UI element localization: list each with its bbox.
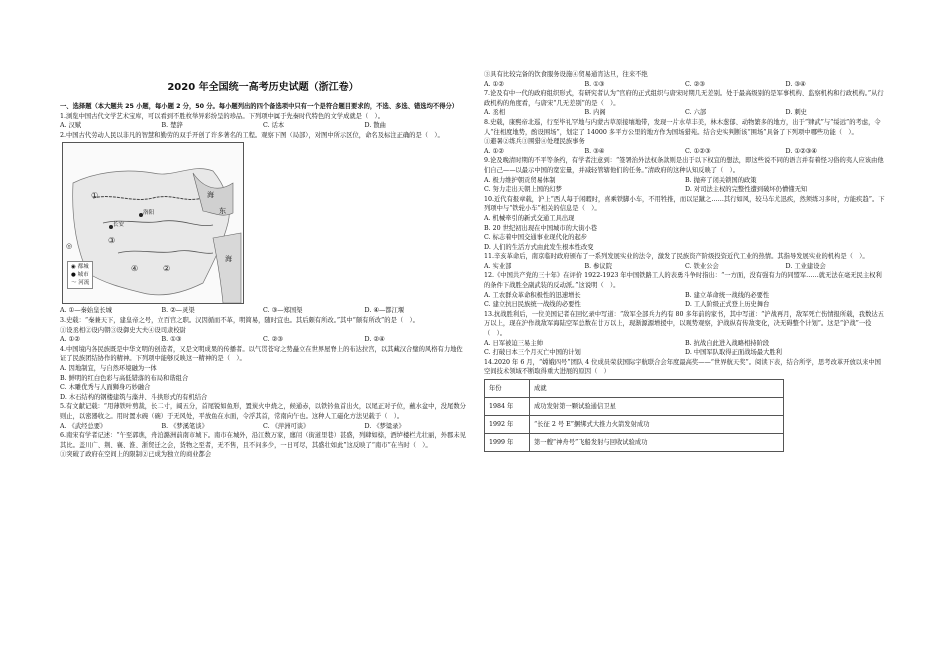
question-13-options-ab: [484, 339, 886, 349]
question-2-stem: 2.中国古代劳动人民以非凡的智慧和勤劳的双手开创了许多著名的工程。观察下图（局部），对图中所示区位，命名及标注正确的是（ ）。: [60, 131, 444, 139]
map-label-east: 东: [219, 207, 226, 216]
table-header-row: [485, 380, 784, 398]
achievement-table: [484, 379, 784, 452]
option-c[interactable]: C. ③—郑国渠: [263, 307, 303, 315]
question-3-options: [60, 335, 466, 345]
option-c[interactable]: C. ②③: [685, 80, 705, 88]
exam-title: 2020 年全国统一高考历史试题（浙江卷）: [167, 82, 359, 93]
svg-text:④: ④: [131, 264, 139, 274]
question-10-stem: 10.近代有报章载，沪上“西人每于闲暇时，喜乘铁脚小车，不用牲推，而以足蹴之……其行如风，较马车尤迅疾，然须练习多时，方能疾趋”。下列项中与“铁轮小车”相关的信息是（ ）。: [484, 195, 885, 213]
question-8-sub: ①避暑②练兵③围猎④处理民族事务: [484, 138, 585, 146]
option-d[interactable]: D. 刺史: [785, 109, 807, 117]
option-c[interactable]: C. 打破日本三个月灭亡中国的计划: [484, 349, 581, 357]
table-row: [485, 398, 784, 416]
question-1-stem: 1.浏览中国古代文学艺术宝库，可以看到不胜枚举异彩纷呈的珍品。下列项中属于先秦时代特色的文学成就是（ ）。: [60, 112, 384, 120]
svg-text:②: ②: [163, 264, 171, 274]
option-c[interactable]: C. 标志着中国交通事业现代化的起步: [484, 234, 588, 242]
option-b[interactable]: B. ③④: [584, 147, 605, 155]
question-6-sub: ①突破了政府在空间上的限制②已成为独立的商业都会: [60, 451, 212, 459]
option-b[interactable]: B. ②—灵渠: [161, 307, 195, 315]
option-a[interactable]: A. 极力维护朝贡贸易体制: [484, 176, 556, 184]
option-a[interactable]: A. 《武经总要》: [60, 422, 107, 430]
left-column: [60, 102, 466, 460]
table-row: [485, 434, 784, 452]
question-12-options-cd: [484, 300, 886, 310]
table-row: [485, 416, 784, 434]
svg-text:◎: ◎: [66, 242, 73, 251]
question-7-stem: 7.论及有中一代的政府组织形式，有研究者认为“官府的正式组织与唐宋时期几无差别。处于最高级别的是军事机构、监察机构和行政机构。”从行政机构的角度看，与唐宋“几无差别”的是（ ）。: [484, 90, 884, 107]
option-a[interactable]: A. ①—秦始皇长城: [60, 307, 112, 315]
option-d[interactable]: D. 工业建设会: [785, 262, 826, 270]
question-6-options: [484, 80, 886, 90]
option-d[interactable]: D. 木石结构的钢楼建筑与藻井、斗拱形式的有机结合: [60, 393, 208, 401]
option-c[interactable]: C. 木雕优秀与人面狮身巧妙融合: [60, 384, 151, 392]
question-13-stem: 13.抗战胜利后，一位美国记者在回忆录中写道：“敌军全部兵力约有 80 多年前的家书，其中写道：“沪战再月，敌军死亡伤情报所载，我数达五万以上，现在沪作战敌军海陆空军总数在廿万以上，现渐源源增援中，以观势观察，沪战纵有传敌变化，决无碍整个计划”。这是“沪战”一役（ ）。: [484, 310, 884, 338]
table-header-year: 年份: [485, 380, 530, 398]
map-legend: [67, 261, 93, 289]
question-6-stem: 6.南宋有学者记述：“午至郭谯，舟泊潞洲前南市城下。南市在城外，沿江数万家，廛闬（街道里巷）甚盛，列肆如榇，酒垆楼栏尤壮丽，外郡未见其比。盖川广、荆、襄、淮、浙贸迁之会，货物之至者，无不售，且不问多少，一日可尽，其盛壮如此”这反映了“南市”在当时（ ）。: [60, 432, 466, 449]
legend-river: ～ 河流: [71, 280, 90, 287]
map-label-luoyang: 洛阳: [143, 210, 155, 217]
question-7-options: [484, 108, 886, 118]
option-d[interactable]: D. 人们的生活方式由此发生根本性改变: [484, 243, 594, 251]
option-b[interactable]: B. 抗战自此进入战略相持阶段: [685, 339, 770, 347]
table-cell-achievement: 成功发射第一颗试验通信卫星: [530, 398, 784, 416]
option-a[interactable]: A. ①②: [484, 80, 504, 88]
map-label-changan: 长安: [113, 222, 125, 229]
map-label-sea1: 海: [207, 191, 214, 200]
question-4-stem: 4.中国境内各民族既是中华文明的创造者，又是文明成果的传播者。以气贯苍穹之势矗立在世界屋脊上的布达拉宫，以其藏汉合璧的风格有力地佐证了民族团结协作的精神。下列项中能够反映这一精神的是（ ）。: [60, 345, 463, 363]
question-5-stem: 5.有文献记载：“用薄铁叶剪裁，长二寸，阔五分，首尾锐如鱼形，置炭火中烧之，候通赤，以铁钤鱼首出火，以尾正对子位，蘸水盆中，没尾数分则止，以密器收之。用时置水碗（碗）于无风处，平放鱼在水面，令浮其首，常南向午也。这种人工磁化方法见载于（ ）。: [60, 403, 466, 420]
option-c[interactable]: C. 努力走出天朝上国的幻梦: [484, 186, 562, 194]
table-cell-achievement: 第一艘“神舟号”飞船发射与回收试验成功: [530, 434, 784, 452]
question-3-stem: 3.史载：“秦兼天下，建皇帝之号，立百官之职。汉因循而不革，明简易，随时宜也。其后颇有所改。”其中“颇有所改”的是（ ）。: [60, 316, 419, 324]
question-2-options: [60, 306, 466, 316]
table-cell-year: 1992 年: [485, 416, 530, 434]
question-3-sub: ①设丞相②设内朝③设御史大夫④设司隶校尉: [60, 326, 186, 334]
option-d[interactable]: D. ④—都江堰: [364, 307, 405, 315]
question-8-stem: 8.史载，康熙帝北巡，行至毕礼罕地与内蒙古草原接壤地带，发现一片水草丰美，林木葱郁、动物繁多的地方，出于“肄武”与“绥远”的考虑，令人“往相度地势，酌设围场”，划定了 14000 多平方公里的地方作为国场猎苑。结合史实判断该“围场”具备了下列项中哪些功能（ ）。: [484, 118, 881, 136]
option-c[interactable]: C. 话本: [263, 122, 285, 130]
ancient-engineering-map: [62, 142, 244, 304]
option-b[interactable]: B. 参议院: [584, 262, 613, 270]
option-b[interactable]: B. 《梦溪笔谈》: [161, 422, 208, 430]
option-b[interactable]: B. 抛弃了闭关锁国的政策: [685, 176, 757, 184]
question-9-options-cd: [484, 185, 886, 195]
option-d[interactable]: D. 散曲: [364, 122, 386, 130]
question-13-options-cd: [484, 348, 886, 358]
option-d[interactable]: D. 《梦粱录》: [364, 422, 405, 430]
question-12-options-ab: [484, 291, 886, 301]
question-12-stem: 12.《中国共产党的三十年》在评价 1922-1923 年中国铁路工人的表勇斗争时指出：“一方面，没有强有力的同盟军……就无法在毫无民主权利的条件下战胜全副武装的反动派。”这说明（ ）。: [484, 272, 882, 290]
option-a[interactable]: A. 丞相: [484, 109, 506, 117]
option-d[interactable]: D. ③④: [785, 80, 806, 88]
option-c[interactable]: C. 《萍洲可谈》: [263, 422, 310, 430]
option-a[interactable]: A. 机械牵引的新式交通工具出现: [484, 214, 575, 222]
option-b[interactable]: B. ①③: [584, 80, 605, 88]
option-d[interactable]: D. ②④: [364, 336, 385, 344]
option-b[interactable]: B. 鲜明的红白色彩与高低错落的布局和谐组合: [60, 374, 189, 382]
question-11-options: [484, 262, 886, 272]
option-b[interactable]: B. ①③: [161, 336, 182, 344]
option-d[interactable]: D. 工人阶级正式登上历史舞台: [685, 301, 770, 309]
option-b[interactable]: B. 内阁: [584, 109, 606, 117]
table-header-achievement: 成就: [530, 380, 784, 398]
option-a[interactable]: A. ①②: [484, 147, 504, 155]
svg-text:③: ③: [108, 236, 116, 246]
option-b[interactable]: B. 楚辞: [161, 122, 183, 130]
option-c[interactable]: C. 建立抗日民族统一战线的必要性: [484, 301, 581, 309]
option-a[interactable]: A. 汉赋: [60, 122, 82, 130]
option-a[interactable]: A. 实业部: [484, 262, 512, 270]
question-14-stem: 14.2020 年 6 月，“嫦娥四号”团队 4 位成员荣获国际宇航联合会年度最高奖——“世界航天奖”。阅读下表，结合所学，思考改革开放以来中国空间技术领域不断取得重大进展的原因（ ）: [484, 358, 881, 376]
option-b[interactable]: B. 20 世纪初出现在中国城市的大街小巷: [484, 224, 598, 232]
option-c[interactable]: C. 铁业公会: [685, 262, 719, 270]
option-c[interactable]: C. ②③: [263, 336, 283, 344]
option-c[interactable]: C. 六部: [685, 109, 707, 117]
question-9-options-ab: [484, 176, 886, 186]
option-d[interactable]: D. 对司法主权的完整性遭到破坏仍懵懂无知: [685, 186, 808, 194]
section-heading: 一、选择题（本大题共 25 小题，每小题 2 分，50 分。每小题列出的四个备选项中只有一个是符合题目要求的，不选、多选、错选均不得分）: [60, 103, 459, 110]
legend-capital: ◉ 都城: [71, 264, 89, 271]
option-a[interactable]: A. 工农群众革命积极性的迅速增长: [484, 291, 581, 299]
question-11-stem: 11.辛亥革命后，南京临时政府颁布了一系列发展实业的法令，激发了民族资产阶级投资近代工业的热情。其指导发展实业的机构是（ ）。: [484, 253, 869, 261]
svg-text:①: ①: [91, 191, 99, 201]
map-label-sea2: 海: [225, 255, 232, 264]
table-cell-achievement: “长征 2 号 E”捆绑式大推力火箭发射成功: [530, 416, 784, 434]
option-d[interactable]: D. 中国军队取得正面战场最大胜利: [685, 349, 782, 357]
table-cell-year: 1984 年: [485, 398, 530, 416]
question-8-options: [484, 147, 886, 157]
question-6-sub-cont: ③具有比较完备的饮食服务设施④贸易通宵达旦，往来不绝: [484, 71, 648, 78]
question-5-options: [60, 422, 466, 432]
table-cell-year: 1999 年: [485, 434, 530, 452]
option-c[interactable]: C. ①②③: [685, 147, 711, 155]
right-column: [484, 70, 886, 452]
question-9-stem: 9.论及晚清时期的不平等条约，有学者注意到：“签署治外法权条款则是出于以下权宜的想法，即这些说不同的语言并有着怪习俗的夷人应该由他们自己——以最示中国的宽宏量，并减轻管辖他们的任务。”清政府的这种认知反映了（ ）。: [484, 157, 884, 174]
option-a[interactable]: A. 因地制宜，与自然环境融为一体: [60, 364, 157, 372]
legend-city: ● 城市: [71, 272, 89, 279]
option-d[interactable]: D. ①②③④: [785, 147, 817, 155]
question-1-options: [60, 121, 466, 131]
option-a[interactable]: A. 日军被迫三易主帅: [484, 339, 543, 347]
option-a[interactable]: A. ①②: [60, 336, 80, 344]
option-b[interactable]: B. 建立革命统一战线的必要性: [685, 291, 770, 299]
